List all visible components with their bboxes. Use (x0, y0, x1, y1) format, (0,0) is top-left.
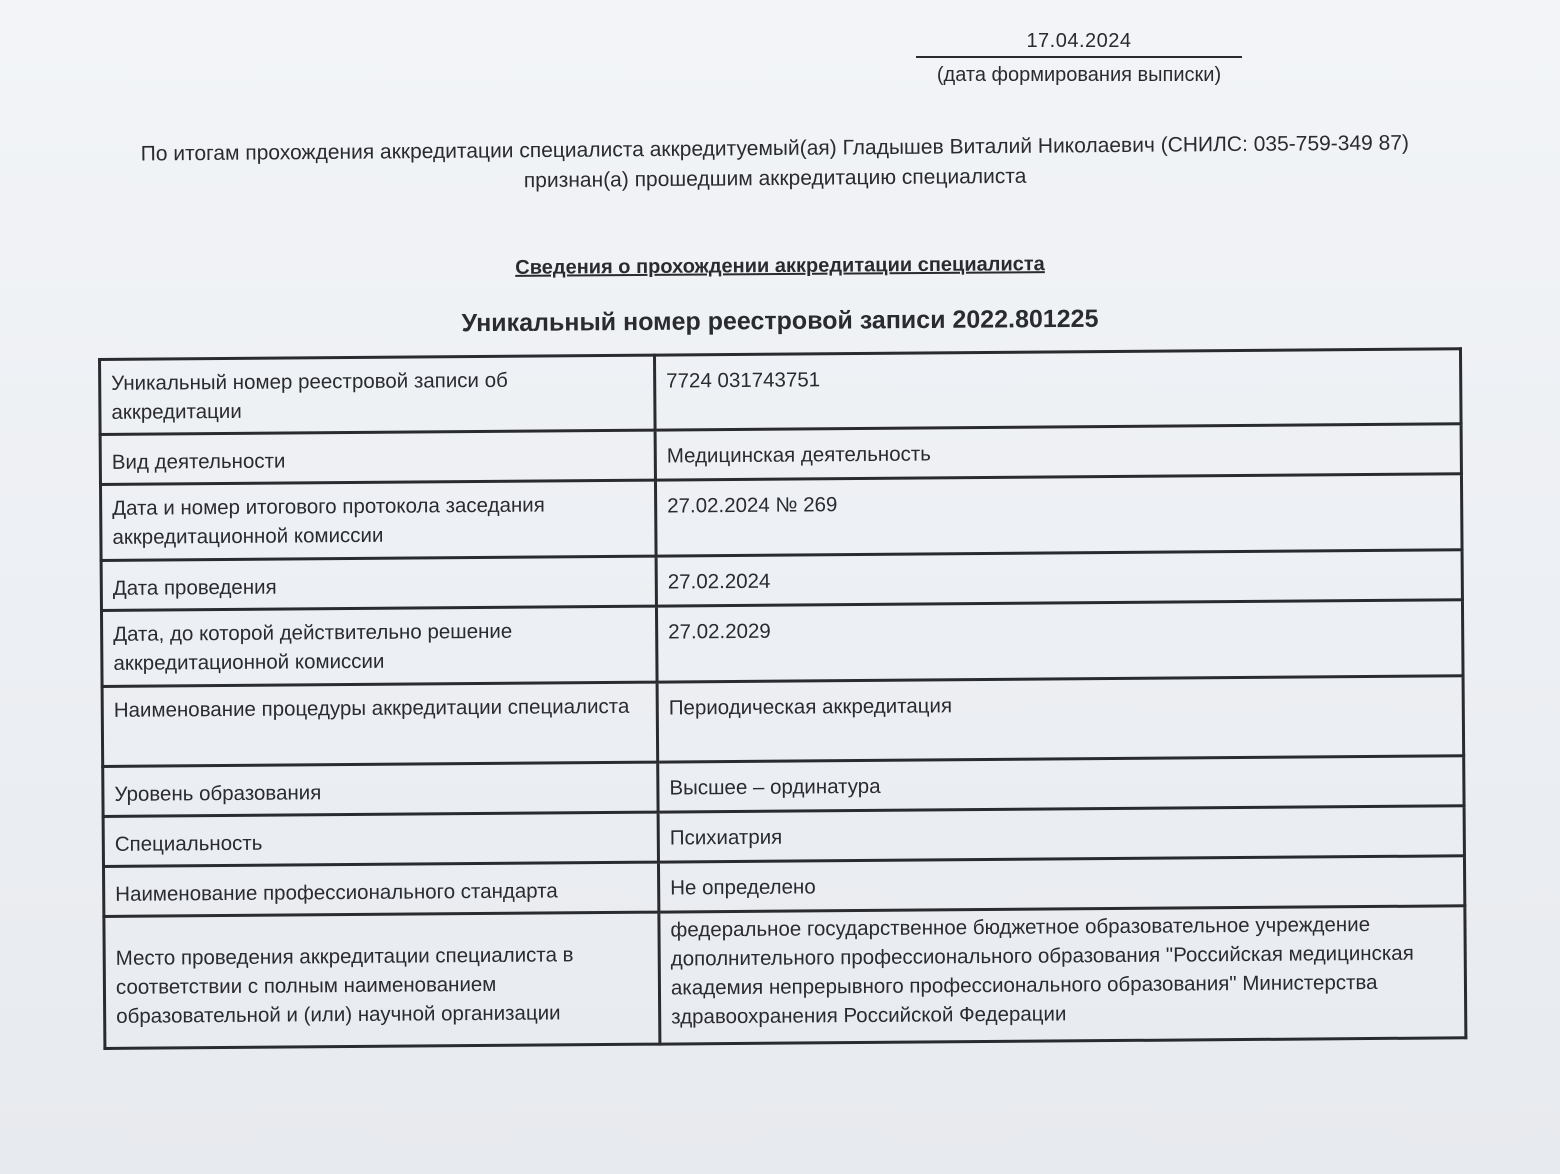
registry-record-heading: Уникальный номер реестровой записи 2022.801225 (461, 304, 1099, 338)
row-label: Дата, до которой действительно решение аккредитационной комиссии (101, 606, 657, 686)
accreditation-intro-text: По итогам прохождения аккредитации специалиста аккредитуемый(ая) Гладышев Виталий Николаевич (СНИЛС: 035-759-349 87) признан(а) прошедшим аккредитацию специалиста (140, 131, 1410, 193)
row-value: 7724 031743751 (654, 349, 1461, 430)
row-label: Дата и номер итогового протокола заседания аккредитационной комиссии (100, 480, 656, 560)
row-value: Психиатрия (658, 806, 1464, 862)
table-row-venue (104, 906, 1466, 1049)
row-value: Высшее – ординатура (658, 756, 1464, 812)
row-label: Уровень образования (103, 762, 658, 816)
row-label: Место проведения аккредитации специалиста в соответствии с полным наименованием образовательной и (или) научной организации (104, 912, 660, 1048)
row-label: Специальность (103, 812, 658, 866)
table-row-valid-until (101, 600, 1463, 687)
row-value: 27.02.2024 № 269 (655, 474, 1462, 556)
statement-date: 17.04.2024 (916, 28, 1242, 58)
row-label: Вид деятельности (100, 430, 655, 484)
table-row-protocol (100, 474, 1462, 561)
row-label: Наименование процедуры аккредитации специалиста (102, 682, 658, 766)
row-value: 27.02.2029 (656, 600, 1463, 682)
table-row-registry-number (100, 349, 1462, 435)
row-label: Уникальный номер реестровой записи об аккредитации (100, 355, 656, 434)
row-value: 27.02.2024 (656, 550, 1462, 606)
statement-date-block (916, 28, 1242, 88)
row-value: федеральное государственное бюджетное образовательное учреждение дополнительного профессионального образования "Российская медицинская академия непрерывного профессионального образования" Министерства здравоохранения Российской Федерации (659, 906, 1466, 1044)
row-value: Медицинская деятельность (655, 424, 1461, 480)
section-heading: Сведения о прохождении аккредитации специалиста (515, 253, 1045, 279)
row-value: Периодическая аккредитация (657, 676, 1464, 762)
accreditation-details-table (98, 347, 1467, 1050)
row-label: Дата проведения (101, 556, 656, 610)
accreditation-table-wrap (98, 347, 1467, 1050)
row-label: Наименование профессионального стандарта (103, 862, 658, 916)
statement-date-caption: (дата формирования выписки) (936, 64, 1222, 86)
row-value: Не определено (658, 856, 1464, 912)
table-row-procedure-name (102, 676, 1464, 767)
